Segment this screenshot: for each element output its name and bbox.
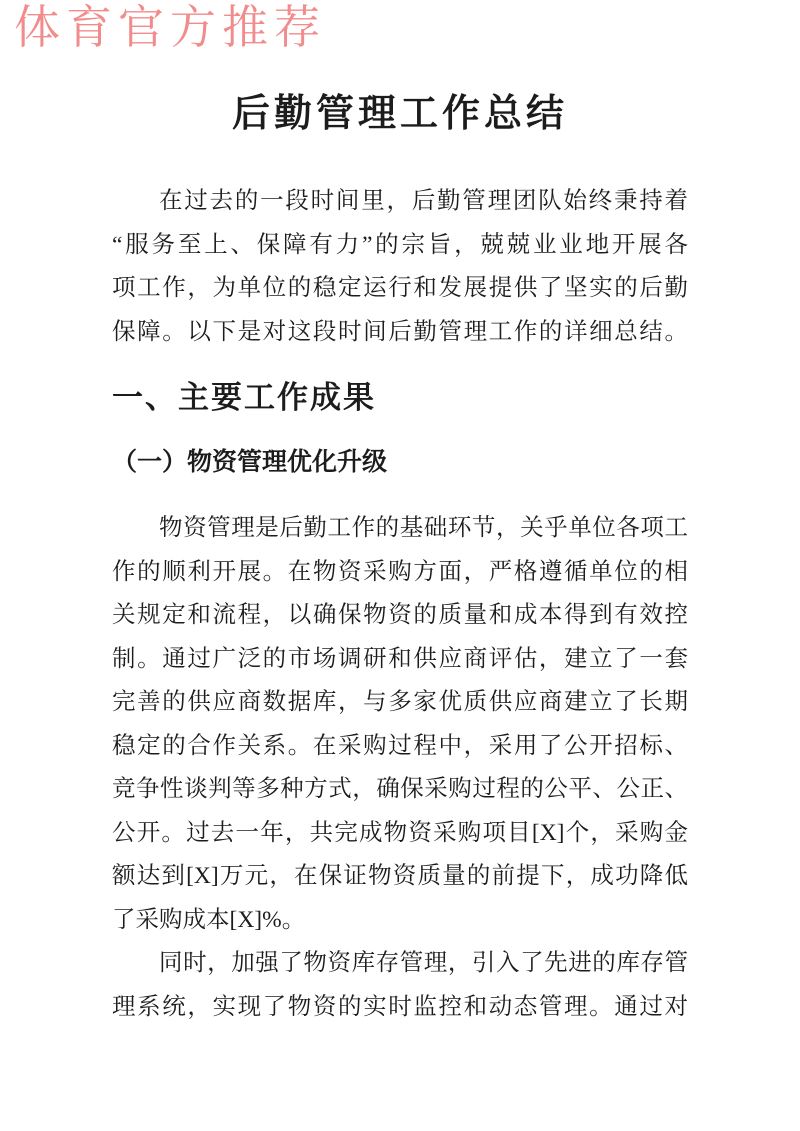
watermark-text: 体育官方推荐 — [14, 2, 326, 53]
text-line: 公开。过去一年，共完成物资采购项目[X]个，采购金 — [112, 819, 688, 846]
text-line: 保障。以下是对这段时间后勤管理工作的详细总结。 — [112, 318, 688, 345]
body-paragraph-2 — [112, 942, 688, 1029]
section-heading: 一、主要工作成果 — [112, 380, 376, 415]
page-title: 后勤管理工作总结 — [231, 93, 568, 135]
text-line: 稳定的合作关系。在采购过程中，采用了公开招标、 — [112, 732, 688, 759]
sub-heading: （一）物资管理优化升级 — [112, 449, 388, 476]
text-line: 制。通过广泛的市场调研和供应商评估，建立了一套 — [112, 645, 688, 672]
text-line: 额达到[X]万元，在保证物资质量的前提下，成功降低 — [112, 863, 688, 889]
body-paragraph-1 — [112, 507, 688, 942]
text-line: “服务至上、保障有力”的宗旨，兢兢业业地开展各 — [112, 231, 688, 258]
text-line: 项工作，为单位的稳定运行和发展提供了坚实的后勤 — [112, 275, 688, 301]
intro-paragraph — [112, 180, 688, 354]
text-line: 完善的供应商数据库，与多家优质供应商建立了长期 — [112, 689, 688, 715]
text-line: 了采购成本[X]%。 — [112, 906, 306, 933]
text-line: 作的顺利开展。在物资采购方面，严格遵循单位的相 — [112, 558, 688, 585]
text-line: 同时，加强了物资库存管理，引入了先进的库存管 — [159, 950, 688, 976]
text-line: 理系统，实现了物资的实时监控和动态管理。通过对 — [112, 993, 688, 1020]
text-line: 物资管理是后勤工作的基础环节，关乎单位各项工 — [159, 515, 688, 541]
text-line: 竞争性谈判等多种方式，确保采购过程的公平、公正、 — [112, 776, 688, 802]
text-line: 在过去的一段时间里，后勤管理团队始终秉持着 — [159, 188, 688, 214]
text-line: 关规定和流程，以确保物资的质量和成本得到有效控 — [112, 602, 688, 628]
